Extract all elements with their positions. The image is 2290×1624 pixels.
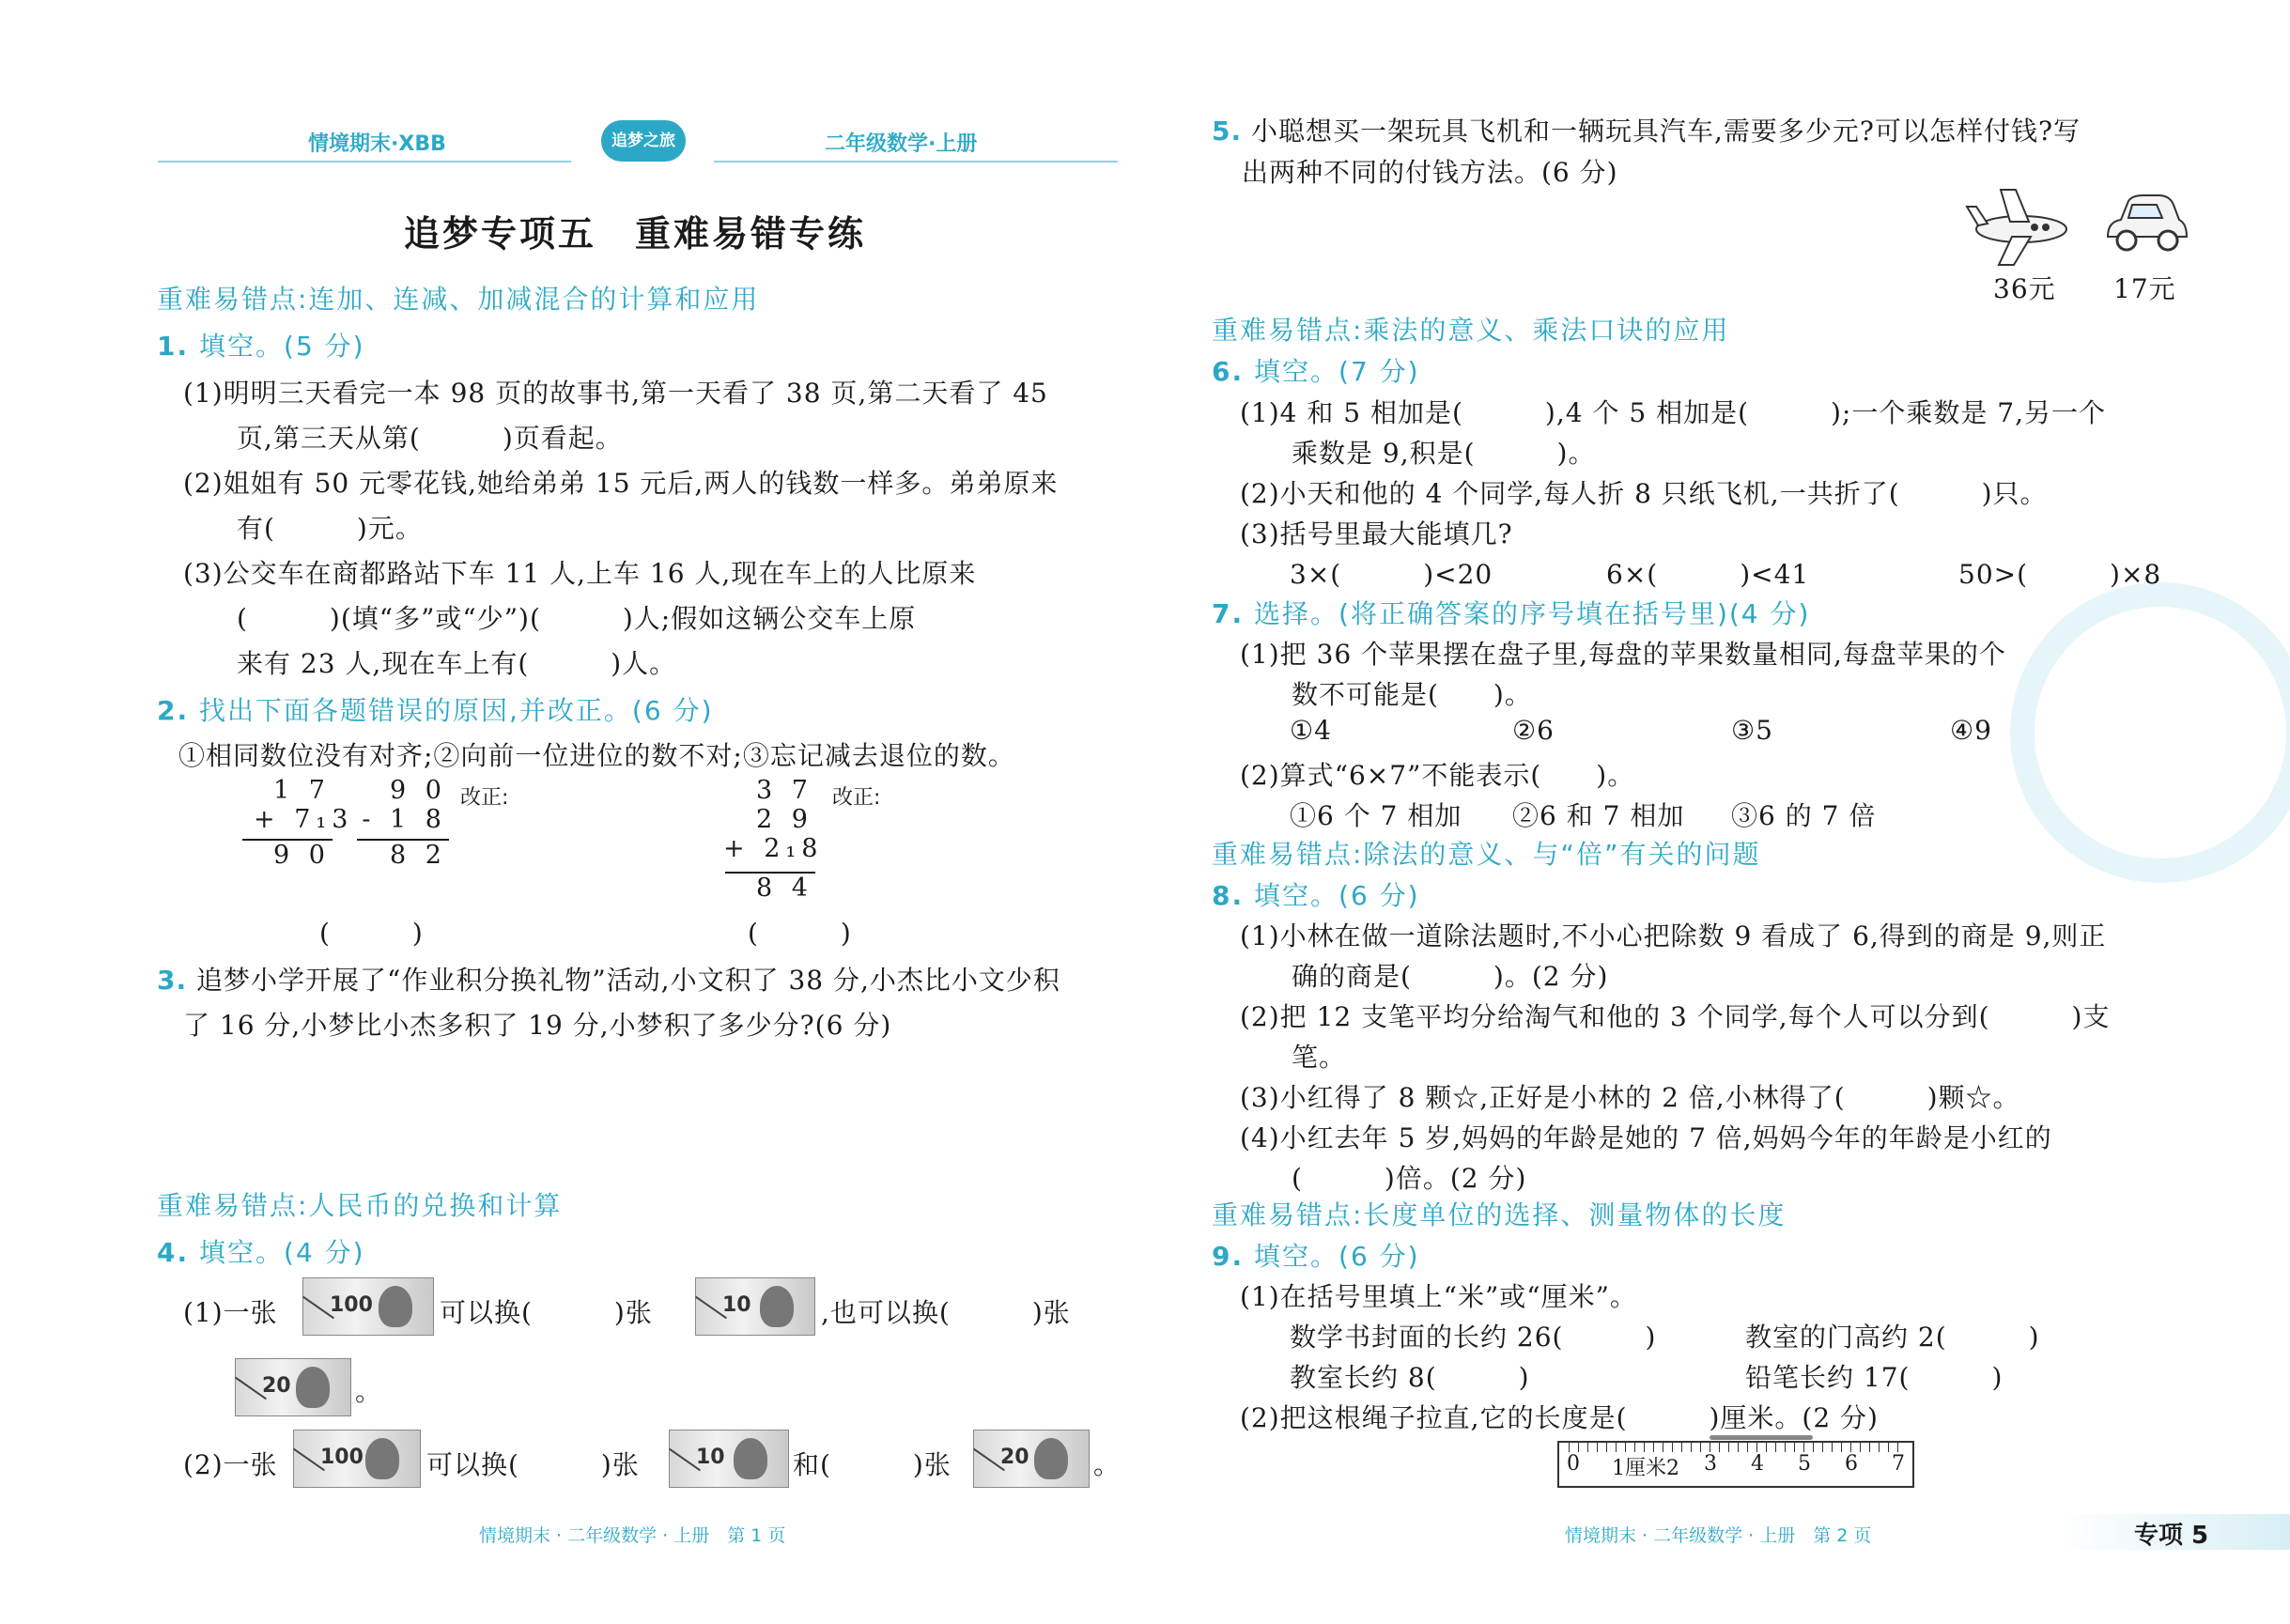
q3-line: 了 16 分,小梦比小杰多积了 19 分,小梦积了多少分?(6 分) <box>183 1010 892 1041</box>
calc-result: 9 0 <box>273 841 331 870</box>
q1-line: 来有 23 人,现在车上有( )人。 <box>237 648 677 679</box>
question-title: 填空。(6 分) <box>1254 1241 1420 1272</box>
calc-row: 2 9 <box>756 805 813 834</box>
calc-result: 8 4 <box>756 874 813 903</box>
q3-text: 追梦小学开展了“作业积分换礼物”活动,小文积了 38 分,小杰比小文少积 <box>196 965 1060 996</box>
section-heading-division: 重难易错点:除法的意义、与“倍”有关的问题 <box>1212 839 1761 870</box>
car-price: 17元 <box>2113 273 2176 304</box>
question-number: 9. <box>1212 1241 1245 1272</box>
q5-line: 出两种不同的付钱方法。(6 分) <box>1242 157 1618 188</box>
q1-line: 有( )元。 <box>237 513 423 544</box>
plane-price: 36元 <box>1993 273 2056 304</box>
q2-answer-blank: ( ) <box>748 918 852 949</box>
correction-label: 改正: <box>832 786 881 810</box>
calc-row: 1 7 <box>273 776 331 805</box>
question-1-header <box>157 326 365 363</box>
ruler-ticks <box>1569 1443 1907 1452</box>
question-title: 填空。(6 分) <box>1254 880 1420 911</box>
vertical-calc-2 <box>357 776 447 834</box>
question-number: 8. <box>1212 880 1245 911</box>
question-number: 4. <box>157 1237 190 1268</box>
q6-line: (1)4 和 5 相加是( ),4 个 5 相加是( );一个乘数是 7,另一个 <box>1240 397 2106 428</box>
q7-line: 数不可能是( )。 <box>1292 679 1532 710</box>
banknote-value: 10 <box>696 1446 725 1469</box>
header-rule-right <box>714 161 1118 162</box>
portrait-icon <box>296 1367 330 1408</box>
calc-result: 8 2 <box>390 841 447 870</box>
rope <box>1710 1435 1813 1440</box>
q4-1-text-d: 。 <box>355 1376 383 1407</box>
q7-line: (2)算式“6×7”不能表示( )。 <box>1240 760 1635 791</box>
q4-2-text-b: 可以换( )张 <box>426 1449 640 1480</box>
calc-row: 3 7 <box>756 776 813 805</box>
footer-right: 情境期末 · 二年级数学 · 上册 第 2 页 <box>1565 1525 1872 1546</box>
question-5-line <box>1212 111 2081 148</box>
q7-option: ③6 的 7 倍 <box>1731 800 1877 831</box>
banknote-10-yuan <box>669 1430 789 1488</box>
correction-label: 改正: <box>460 786 509 810</box>
portrait-icon <box>365 1438 399 1479</box>
q4-2-text-d: 。 <box>1093 1449 1122 1480</box>
q8-line: 确的商是( )。(2 分) <box>1292 961 1609 992</box>
q7-line: (1)把 36 个苹果摆在盘子里,每盘的苹果数量相同,每盘苹果的个 <box>1240 639 2006 670</box>
calc-row: + 2₁8 <box>723 834 824 863</box>
ruler-tick-label: 0 <box>1567 1452 1580 1476</box>
q4-1-text-c: ,也可以换( )张 <box>821 1297 1071 1328</box>
question-4-header <box>157 1232 365 1270</box>
portrait-icon <box>1034 1438 1068 1479</box>
section-heading-addsub: 重难易错点:连加、连减、加减混合的计算和应用 <box>157 284 760 315</box>
toy-plane-icon <box>1963 184 2085 269</box>
q7-option: ②6 <box>1512 715 1555 746</box>
toy-car-icon <box>2100 188 2190 263</box>
header-left-label: 情境期末·XBB <box>308 132 446 156</box>
q7-option: ①4 <box>1290 715 1332 746</box>
portrait-icon <box>760 1286 794 1327</box>
q8-line: (1)小林在做一道除法题时,不小心把除数 9 看成了 6,得到的商是 9,则正 <box>1240 920 2107 951</box>
calc-row: + 7₁3 <box>254 805 354 834</box>
question-number: 3. <box>157 965 188 996</box>
q1-line: (3)公交车在商都路站下车 11 人,上车 16 人,现在车上的人比原来 <box>183 558 977 589</box>
footer-left: 情境期末 · 二年级数学 · 上册 第 1 页 <box>479 1525 786 1546</box>
q1-line: (1)明明三天看完一本 98 页的故事书,第一天看了 38 页,第二天看了 45 <box>183 378 1048 409</box>
ruler-tick-label: 7 <box>1892 1452 1905 1476</box>
q5-text: 小聪想买一架玩具飞机和一辆玩具汽车,需要多少元?可以怎样付钱?写 <box>1251 116 2081 147</box>
ruler-tick-label: 4 <box>1751 1452 1764 1476</box>
ruler-tick-label: 3 <box>1704 1452 1717 1476</box>
banknote-value: 10 <box>722 1293 751 1317</box>
ruler-tick-label: 5 <box>1798 1452 1811 1476</box>
question-number: 1. <box>157 331 190 362</box>
q8-line: 笔。 <box>1292 1042 1347 1073</box>
section-heading-multiplication: 重难易错点:乘法的意义、乘法口诀的应用 <box>1212 315 1730 346</box>
question-title: 填空。(7 分) <box>1254 356 1420 387</box>
watermark-seal <box>2010 582 2290 883</box>
banknote-20-yuan <box>973 1430 1090 1488</box>
question-8-header <box>1212 875 1420 913</box>
q2-error-reasons: ①相同数位没有对齐;②向前一位进位的数不对;③忘记减去退位的数。 <box>178 740 1015 771</box>
q9-item: 教室的门高约 2( ) <box>1745 1322 2040 1353</box>
ruler-tick-label: 6 <box>1845 1452 1858 1476</box>
q1-line: (2)姐姐有 50 元零花钱,她给弟弟 15 元后,两人的钱数一样多。弟弟原来 <box>183 468 1059 499</box>
portrait-icon <box>734 1438 767 1479</box>
question-title: 找出下面各题错误的原因,并改正。(6 分) <box>199 695 714 726</box>
q1-line: ( )(填“多”或“少”)( )人;假如这辆公交车上原 <box>237 603 917 634</box>
banknote-value: 20 <box>262 1374 291 1398</box>
q9-item: 教室长约 8( ) <box>1290 1362 1530 1393</box>
q8-line: (4)小红去年 5 岁,妈妈的年龄是她的 7 倍,妈妈今年的年龄是小红的 <box>1240 1122 2052 1153</box>
q7-option: ②6 和 7 相加 <box>1512 800 1685 831</box>
q9-item: 数学书封面的长约 26( ) <box>1290 1322 1657 1353</box>
banknote-value: 100 <box>330 1293 373 1317</box>
section-heading-length: 重难易错点:长度单位的选择、测量物体的长度 <box>1212 1199 1787 1230</box>
q8-line: (3)小红得了 8 颗☆,正好是小林的 2 倍,小林得了( )颗☆。 <box>1240 1082 2020 1113</box>
q4-2-text-c: 和( )张 <box>793 1449 952 1480</box>
q9-item: 铅笔长约 17( ) <box>1745 1362 2004 1393</box>
ruler-tick-label: 1厘米2 <box>1612 1457 1679 1480</box>
q6-line: (3)括号里最大能填几? <box>1240 518 1513 549</box>
banknote-value: 20 <box>1000 1446 1029 1469</box>
banknote-100-yuan <box>302 1277 434 1336</box>
q7-option: ④9 <box>1950 715 1992 746</box>
portrait-icon <box>379 1286 412 1327</box>
section-heading-rmb: 重难易错点:人民币的兑换和计算 <box>157 1190 563 1221</box>
q6-line: (2)小天和他的 4 个同学,每人折 8 只纸飞机,一共折了( )只。 <box>1240 478 2048 509</box>
calc-row: 9 0 <box>390 776 447 805</box>
q7-option: ③5 <box>1731 715 1773 746</box>
q4-1-text-a: (1)一张 <box>183 1297 278 1328</box>
calc-row: - 1 8 <box>362 805 447 834</box>
q4-1-text-b: 可以换( )张 <box>440 1297 653 1328</box>
question-title: 选择。(将正确答案的序号填在括号里)(4 分) <box>1254 598 1811 629</box>
question-number: 2. <box>157 695 190 726</box>
q6-expression: 3×( )<20 <box>1290 559 1493 590</box>
q8-line: (2)把 12 支笔平均分给淘气和他的 3 个同学,每个人可以分到( )支 <box>1240 1001 2111 1032</box>
question-2-header <box>157 690 714 728</box>
question-9-header <box>1212 1236 1420 1274</box>
q8-line: ( )倍。(2 分) <box>1292 1163 1527 1194</box>
banknote-value: 100 <box>320 1446 364 1469</box>
header-rule-left <box>158 161 571 162</box>
banknote-20-yuan <box>235 1358 351 1416</box>
vertical-calc-1 <box>254 776 354 834</box>
banknote-100-yuan <box>293 1430 421 1488</box>
q2-answer-blank: ( ) <box>319 918 424 949</box>
question-6-header <box>1212 351 1420 389</box>
page-title: 追梦专项五 重难易错专练 <box>404 213 867 255</box>
question-title: 填空。(4 分) <box>199 1237 365 1268</box>
header-right-label: 二年级数学·上册 <box>825 132 978 156</box>
q6-expression: 50>( )×8 <box>1958 559 2162 590</box>
q7-option: ①6 个 7 相加 <box>1290 800 1462 831</box>
question-3-line <box>157 960 1060 998</box>
banknote-10-yuan <box>695 1277 815 1336</box>
question-title: 填空。(5 分) <box>199 331 365 362</box>
q1-line: 页,第三天从第( )页看起。 <box>237 423 623 454</box>
question-number: 7. <box>1212 598 1245 629</box>
corner-section-label: 专项 5 <box>2134 1522 2209 1550</box>
vertical-calc-3 <box>723 776 824 863</box>
series-logo: 追梦之旅 <box>601 120 686 162</box>
q4-2-text-a: (2)一张 <box>183 1449 278 1480</box>
question-number: 6. <box>1212 356 1245 387</box>
q6-expression: 6×( )<41 <box>1606 559 1810 590</box>
question-number: 5. <box>1212 116 1243 147</box>
q6-line: 乘数是 9,积是( )。 <box>1292 438 1596 469</box>
q9-line: (1)在括号里填上“米”或“厘米”。 <box>1240 1281 1637 1312</box>
question-7-header <box>1212 594 1810 631</box>
q9-line: (2)把这根绳子拉直,它的长度是( )厘米。(2 分) <box>1240 1402 1879 1433</box>
